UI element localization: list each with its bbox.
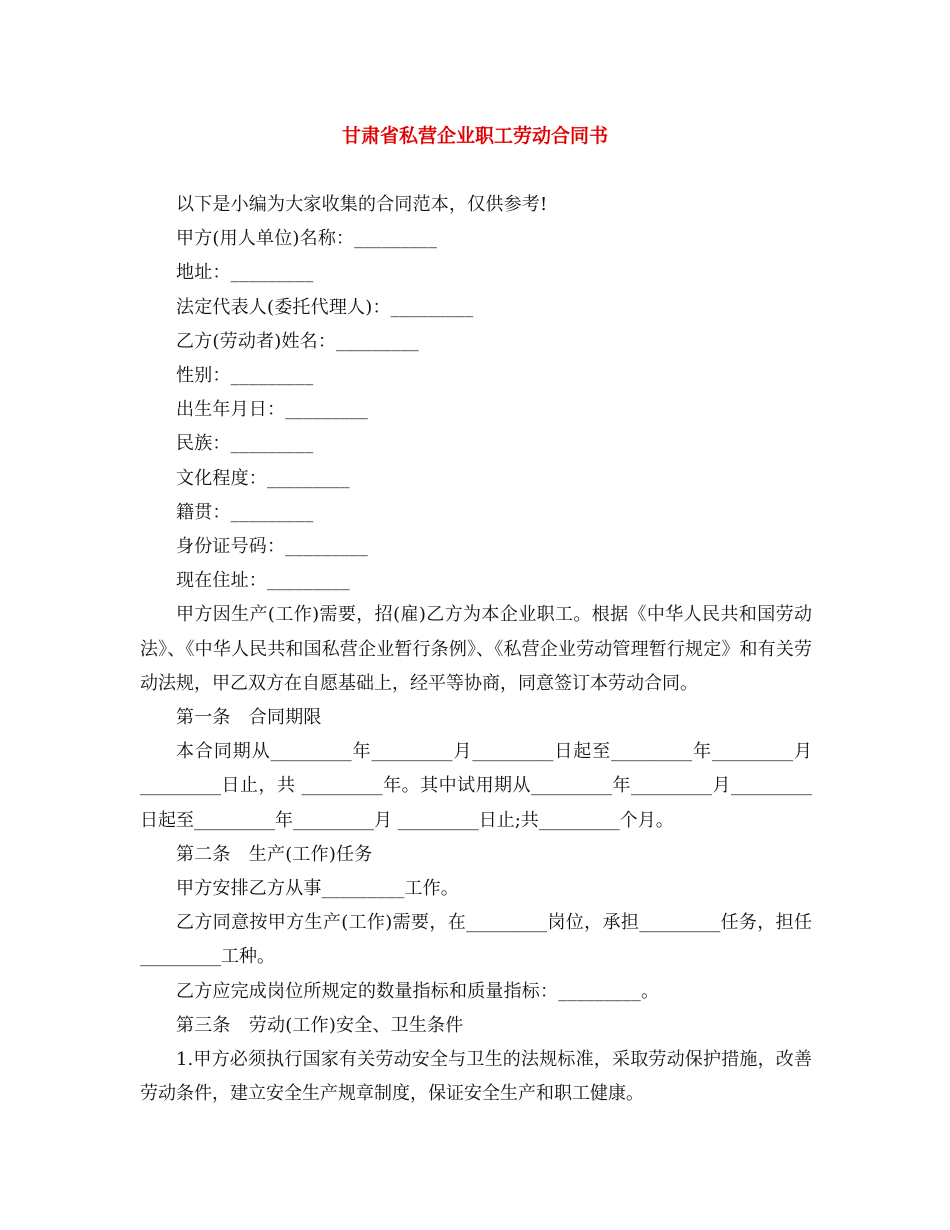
education-field: 文化程度：_________ (176, 467, 350, 489)
article-3-paragraph-1: 1.甲方必须执行国家有关劳动安全与卫生的法规标准，采取劳动保护措施，改善劳动条件，建立安全生产规章制度，保证安全生产和职工健康。 (140, 1049, 812, 1105)
legal-representative-field: 法定代表人(委托代理人)：_________ (176, 296, 474, 318)
preamble-paragraph: 甲方因生产(工作)需要，招(雇)乙方为本企业职工。根据《中华人民共和国劳动法》、《中华人民共和国私营企业暂行条例》、《私营企业劳动管理暂行规定》和有关劳动法规，甲乙双方在自愿基础上，经平等协商，同意签订本劳动合同。 (140, 604, 812, 694)
article-2-paragraph-1: 甲方安排乙方从事_________工作。 (176, 878, 459, 900)
article-2-paragraph-2: 乙方同意按甲方生产(工作)需要，在_________岗位，承担_________任务，担任_________工种。 (140, 912, 812, 968)
document-body (140, 188, 812, 1111)
birth-date-field: 出生年月日：_________ (176, 399, 368, 421)
gender-field: 性别：_________ (176, 365, 314, 387)
native-place-field: 籍贯：_________ (176, 501, 314, 523)
ethnicity-field: 民族：_________ (176, 433, 314, 455)
address-field: 地址：_________ (176, 262, 314, 284)
party-b-name-field: 乙方(劳动者)姓名：_________ (176, 330, 419, 352)
intro-note: 以下是小编为大家收集的合同范本，仅供参考! (176, 194, 548, 215)
party-a-name-field: 甲方(用人单位)名称：_________ (176, 228, 438, 250)
article-3-heading: 第三条 劳动(工作)安全、卫生条件 (176, 1014, 464, 1036)
current-address-field: 现在住址：_________ (176, 570, 350, 592)
article-2-heading: 第二条 生产(工作)任务 (176, 843, 373, 865)
id-number-field: 身份证号码：_________ (176, 536, 368, 558)
document-title: 甘肃省私营企业职工劳动合同书 (341, 125, 608, 147)
article-1-paragraph: 本合同期从_________年_________月_________日起至_________年_________月_________日止，共 _________年。其中试用期从_________年_________月_________日起至_________年_________月 _________日止;共_________个月。 (140, 741, 812, 831)
article-2-paragraph-3: 乙方应完成岗位所规定的数量指标和质量指标：_________。 (176, 980, 660, 1002)
article-1-heading: 第一条 合同期限 (176, 707, 322, 729)
